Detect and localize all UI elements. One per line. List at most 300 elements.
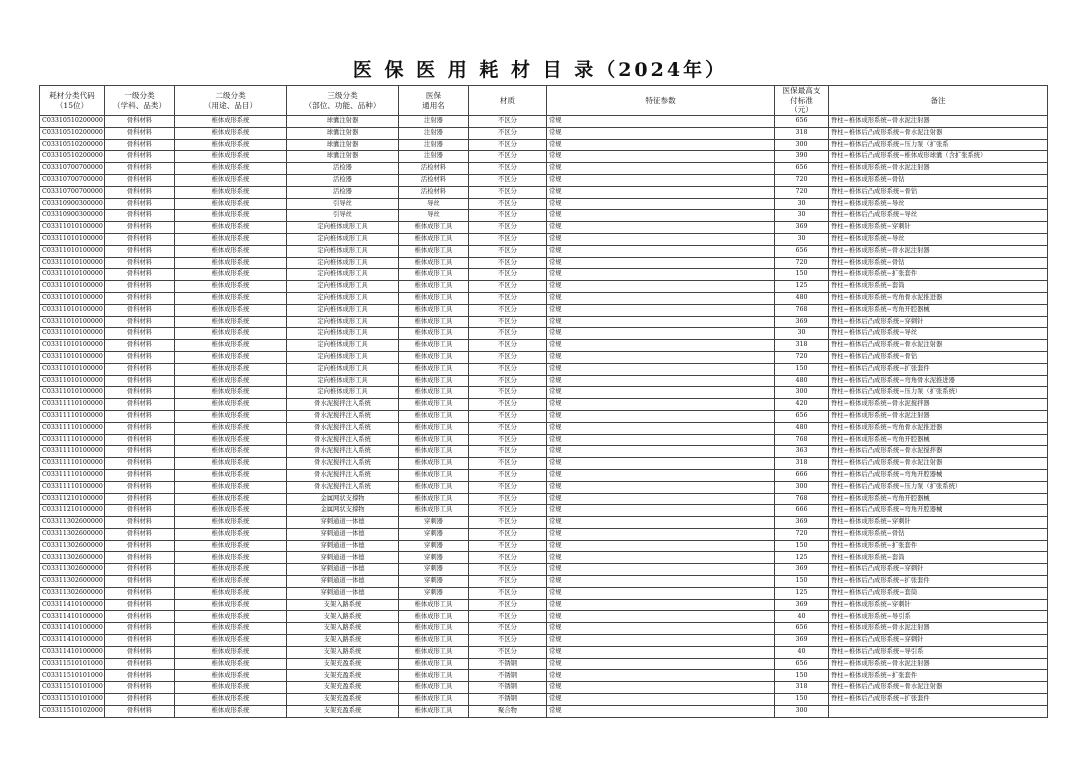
table-row <box>40 434 1048 446</box>
table-row <box>40 517 1048 529</box>
cell-category-2: 椎体成形系统 <box>175 564 287 576</box>
cell-generic-name: 导丝 <box>399 198 469 210</box>
cell-generic-name: 椎体成形工具 <box>399 269 469 281</box>
cell-material: 不锈钢 <box>469 682 547 694</box>
cell-max-payment: 369 <box>775 564 829 576</box>
cell-max-payment: 363 <box>775 446 829 458</box>
cell-category-3: 骨水泥搅拌注入系统 <box>287 399 399 411</box>
cell-category-3: 穿刺通道一体德 <box>287 564 399 576</box>
cell-category-1: 骨科材料 <box>105 210 175 222</box>
cell-generic-name: 椎体成形工具 <box>399 458 469 470</box>
cell-category-3: 定向椎体成形工具 <box>287 304 399 316</box>
cell-code: C03311010100000 <box>40 328 105 340</box>
cell-category-1: 骨科材料 <box>105 410 175 422</box>
cell-category-2: 椎体成形系统 <box>175 316 287 328</box>
cell-category-2: 椎体成形系统 <box>175 670 287 682</box>
table-row <box>40 151 1048 163</box>
table-row <box>40 481 1048 493</box>
cell-feature-params: 常规 <box>547 257 775 269</box>
table-row <box>40 363 1048 375</box>
cell-generic-name: 椎体成形工具 <box>399 222 469 234</box>
cell-category-1: 骨科材料 <box>105 375 175 387</box>
cell-category-1: 骨科材料 <box>105 446 175 458</box>
cell-category-1: 骨科材料 <box>105 139 175 151</box>
column-header-category-1: 一级分类 （学科、品类） <box>105 86 175 116</box>
cell-category-3: 骨水泥搅拌注入系统 <box>287 481 399 493</box>
cell-max-payment: 150 <box>775 363 829 375</box>
cell-feature-params: 常规 <box>547 151 775 163</box>
cell-max-payment: 318 <box>775 340 829 352</box>
cell-category-3: 骨水泥搅拌注入系统 <box>287 434 399 446</box>
table-row <box>40 186 1048 198</box>
cell-max-payment: 720 <box>775 528 829 540</box>
cell-generic-name: 椎体成形工具 <box>399 233 469 245</box>
cell-feature-params: 常规 <box>547 528 775 540</box>
cell-category-2: 椎体成形系统 <box>175 493 287 505</box>
cell-max-payment: 40 <box>775 611 829 623</box>
cell-category-3: 穿刺通道一体德 <box>287 552 399 564</box>
cell-material: 不区分 <box>469 646 547 658</box>
cell-remarks: 脊柱−椎体成形系统−骨水泥注射器 <box>829 245 1048 257</box>
table-row <box>40 623 1048 635</box>
cell-code: C03311110100000 <box>40 399 105 411</box>
cell-max-payment: 30 <box>775 210 829 222</box>
cell-code: C03311110100000 <box>40 410 105 422</box>
cell-code: C03310900300000 <box>40 210 105 222</box>
cell-remarks: 脊柱−椎体后凸成形系统−穿刺针 <box>829 316 1048 328</box>
cell-category-2: 椎体成形系统 <box>175 410 287 422</box>
cell-code: C03311110100000 <box>40 446 105 458</box>
cell-code: C03311110100000 <box>40 422 105 434</box>
cell-generic-name: 椎体成形工具 <box>399 422 469 434</box>
cell-material: 不区分 <box>469 481 547 493</box>
cell-feature-params: 常规 <box>547 351 775 363</box>
cell-category-3: 活检器 <box>287 163 399 175</box>
cell-material: 聚合物 <box>469 705 547 717</box>
cell-generic-name: 穿刺器 <box>399 552 469 564</box>
cell-material: 不区分 <box>469 304 547 316</box>
cell-material: 不区分 <box>469 210 547 222</box>
cell-code: C03311210100000 <box>40 505 105 517</box>
cell-remarks: 脊柱−椎体成形系统−骨钻 <box>829 257 1048 269</box>
cell-remarks: 脊柱−椎体成形系统−导丝 <box>829 198 1048 210</box>
cell-max-payment: 656 <box>775 116 829 128</box>
cell-category-2: 椎体成形系统 <box>175 151 287 163</box>
table-row <box>40 222 1048 234</box>
cell-material: 不区分 <box>469 611 547 623</box>
cell-remarks: 脊柱−椎体成形系统−扩张套件 <box>829 670 1048 682</box>
cell-category-2: 椎体成形系统 <box>175 363 287 375</box>
cell-category-3: 定向椎体成形工具 <box>287 222 399 234</box>
cell-code: C03311410100000 <box>40 599 105 611</box>
cell-feature-params: 常规 <box>547 646 775 658</box>
cell-remarks: 脊柱−椎体后凸成形系统−扩张套件 <box>829 363 1048 375</box>
cell-generic-name: 注射器 <box>399 127 469 139</box>
cell-max-payment: 30 <box>775 233 829 245</box>
cell-category-2: 椎体成形系统 <box>175 340 287 352</box>
cell-category-3: 定向椎体成形工具 <box>287 387 399 399</box>
cell-category-3: 支架入路系统 <box>287 611 399 623</box>
cell-code: C03311302600000 <box>40 576 105 588</box>
cell-material: 不区分 <box>469 528 547 540</box>
cell-max-payment: 300 <box>775 481 829 493</box>
cell-feature-params: 常规 <box>547 127 775 139</box>
cell-feature-params: 常规 <box>547 623 775 635</box>
cell-category-2: 椎体成形系统 <box>175 304 287 316</box>
cell-max-payment: 768 <box>775 493 829 505</box>
cell-material: 不区分 <box>469 139 547 151</box>
cell-category-2: 椎体成形系统 <box>175 139 287 151</box>
cell-material: 不区分 <box>469 635 547 647</box>
cell-category-1: 骨科材料 <box>105 517 175 529</box>
cell-category-1: 骨科材料 <box>105 198 175 210</box>
cell-code: C03311010100000 <box>40 387 105 399</box>
cell-remarks: 脊柱−椎体后凸成形系统−扩张套件 <box>829 694 1048 706</box>
cell-max-payment: 390 <box>775 151 829 163</box>
cell-code: C03311510101000 <box>40 670 105 682</box>
cell-code: C03311410100000 <box>40 611 105 623</box>
cell-generic-name: 椎体成形工具 <box>399 658 469 670</box>
cell-category-3: 支架充盈系统 <box>287 682 399 694</box>
cell-category-1: 骨科材料 <box>105 599 175 611</box>
cell-generic-name: 注射器 <box>399 116 469 128</box>
cell-category-3: 支架充盈系统 <box>287 694 399 706</box>
cell-generic-name: 椎体成形工具 <box>399 505 469 517</box>
cell-material: 不区分 <box>469 292 547 304</box>
cell-category-1: 骨科材料 <box>105 623 175 635</box>
cell-max-payment: 656 <box>775 623 829 635</box>
cell-max-payment: 150 <box>775 670 829 682</box>
cell-category-2: 椎体成形系统 <box>175 694 287 706</box>
cell-category-2: 椎体成形系统 <box>175 481 287 493</box>
table-row <box>40 410 1048 422</box>
table-body <box>40 116 1048 718</box>
cell-max-payment: 369 <box>775 517 829 529</box>
table-row <box>40 682 1048 694</box>
table-row <box>40 611 1048 623</box>
cell-remarks: 脊柱−椎体成形系统−穿刺针 <box>829 222 1048 234</box>
cell-remarks: 脊柱−椎体后凸成形系统−骨水泥搅拌器 <box>829 446 1048 458</box>
column-header-code: 耗材分类代码 （15位） <box>40 86 105 116</box>
table-row <box>40 245 1048 257</box>
cell-category-2: 椎体成形系统 <box>175 540 287 552</box>
cell-category-3: 引导丝 <box>287 198 399 210</box>
cell-code: C03311210100000 <box>40 493 105 505</box>
table-row <box>40 587 1048 599</box>
cell-category-3: 穿刺通道一体德 <box>287 528 399 540</box>
cell-category-2: 椎体成形系统 <box>175 269 287 281</box>
cell-generic-name: 椎体成形工具 <box>399 375 469 387</box>
cell-generic-name: 椎体成形工具 <box>399 399 469 411</box>
cell-category-1: 骨科材料 <box>105 399 175 411</box>
cell-material: 不区分 <box>469 127 547 139</box>
table-row <box>40 210 1048 222</box>
cell-generic-name: 活检材料 <box>399 163 469 175</box>
cell-category-1: 骨科材料 <box>105 576 175 588</box>
cell-category-2: 椎体成形系统 <box>175 186 287 198</box>
cell-category-3: 支架入路系统 <box>287 599 399 611</box>
cell-category-1: 骨科材料 <box>105 658 175 670</box>
cell-feature-params: 常规 <box>547 163 775 175</box>
cell-code: C03311010100000 <box>40 269 105 281</box>
cell-category-2: 椎体成形系统 <box>175 469 287 481</box>
cell-code: C03311302600000 <box>40 540 105 552</box>
cell-material: 不区分 <box>469 399 547 411</box>
cell-material: 不区分 <box>469 434 547 446</box>
cell-material: 不区分 <box>469 623 547 635</box>
cell-feature-params: 常规 <box>547 458 775 470</box>
table-row <box>40 233 1048 245</box>
column-header-feature-params: 特征参数 <box>547 86 775 116</box>
cell-category-1: 骨科材料 <box>105 505 175 517</box>
cell-category-1: 骨科材料 <box>105 222 175 234</box>
cell-remarks: 脊柱−椎体成形系统−穿刺针 <box>829 599 1048 611</box>
cell-category-3: 定向椎体成形工具 <box>287 316 399 328</box>
cell-category-3: 金属网状支撑物 <box>287 505 399 517</box>
cell-remarks: 脊柱−椎体成形系统−扩张套件 <box>829 269 1048 281</box>
column-header-material: 材质 <box>469 86 547 116</box>
cell-category-2: 椎体成形系统 <box>175 116 287 128</box>
cell-remarks: 脊柱−椎体后凸成形系统−弯角骨水泥推进器 <box>829 375 1048 387</box>
cell-category-3: 定向椎体成形工具 <box>287 340 399 352</box>
cell-code: C03311110100000 <box>40 481 105 493</box>
cell-remarks: 脊柱−椎体后凸成形系统−压力泵（扩张系统） <box>829 387 1048 399</box>
cell-max-payment: 656 <box>775 245 829 257</box>
cell-category-3: 活检器 <box>287 174 399 186</box>
cell-category-3: 支架入路系统 <box>287 623 399 635</box>
cell-max-payment: 300 <box>775 139 829 151</box>
cell-material: 不区分 <box>469 363 547 375</box>
table-row <box>40 469 1048 481</box>
cell-generic-name: 椎体成形工具 <box>399 635 469 647</box>
cell-category-1: 骨科材料 <box>105 363 175 375</box>
cell-remarks: 脊柱−椎体成形系统−弯角骨水泥推进器 <box>829 292 1048 304</box>
cell-material: 不锈钢 <box>469 670 547 682</box>
cell-max-payment: 480 <box>775 292 829 304</box>
cell-remarks: 脊柱−椎体后凸成形系统−弯角开腔器械 <box>829 469 1048 481</box>
cell-code: C03311010100000 <box>40 245 105 257</box>
table-row <box>40 658 1048 670</box>
table-row <box>40 694 1048 706</box>
cell-category-1: 骨科材料 <box>105 587 175 599</box>
table-row <box>40 198 1048 210</box>
cell-feature-params: 常规 <box>547 210 775 222</box>
cell-max-payment: 720 <box>775 186 829 198</box>
cell-category-3: 定向椎体成形工具 <box>287 351 399 363</box>
cell-category-3: 支架入路系统 <box>287 646 399 658</box>
cell-max-payment: 150 <box>775 576 829 588</box>
cell-remarks: 脊柱−椎体成形系统−骨钻 <box>829 174 1048 186</box>
cell-feature-params: 常规 <box>547 410 775 422</box>
cell-max-payment: 30 <box>775 198 829 210</box>
cell-category-3: 定向椎体成形工具 <box>287 292 399 304</box>
cell-category-3: 金属网状支撑物 <box>287 493 399 505</box>
cell-category-1: 骨科材料 <box>105 481 175 493</box>
table-row <box>40 174 1048 186</box>
cell-category-3: 穿刺通道一体德 <box>287 517 399 529</box>
cell-remarks: 脊柱−椎体成形系统−导引系 <box>829 611 1048 623</box>
cell-feature-params: 常规 <box>547 328 775 340</box>
cell-category-2: 椎体成形系统 <box>175 434 287 446</box>
cell-category-1: 骨科材料 <box>105 694 175 706</box>
cell-code: C03311010100000 <box>40 375 105 387</box>
cell-code: C03310510200000 <box>40 151 105 163</box>
cell-feature-params: 常规 <box>547 611 775 623</box>
cell-category-1: 骨科材料 <box>105 163 175 175</box>
cell-generic-name: 穿刺器 <box>399 576 469 588</box>
cell-code: C03311302600000 <box>40 564 105 576</box>
cell-feature-params: 常规 <box>547 422 775 434</box>
cell-feature-params: 常规 <box>547 387 775 399</box>
cell-material: 不区分 <box>469 186 547 198</box>
cell-generic-name: 椎体成形工具 <box>399 245 469 257</box>
cell-feature-params: 常规 <box>547 493 775 505</box>
cell-category-1: 骨科材料 <box>105 611 175 623</box>
cell-feature-params: 常规 <box>547 517 775 529</box>
cell-category-3: 支架充盈系统 <box>287 705 399 717</box>
cell-category-2: 椎体成形系统 <box>175 705 287 717</box>
cell-max-payment: 30 <box>775 328 829 340</box>
cell-max-payment: 369 <box>775 316 829 328</box>
cell-category-3: 穿刺通道一体德 <box>287 540 399 552</box>
cell-category-1: 骨科材料 <box>105 434 175 446</box>
cell-max-payment: 318 <box>775 458 829 470</box>
cell-material: 不区分 <box>469 587 547 599</box>
cell-generic-name: 注射器 <box>399 151 469 163</box>
cell-category-1: 骨科材料 <box>105 186 175 198</box>
cell-material: 不区分 <box>469 198 547 210</box>
cell-category-3: 骨水泥搅拌注入系统 <box>287 410 399 422</box>
cell-generic-name: 椎体成形工具 <box>399 316 469 328</box>
cell-category-1: 骨科材料 <box>105 552 175 564</box>
table-row <box>40 351 1048 363</box>
cell-remarks: 脊柱−椎体后凸成形系统−穿刺针 <box>829 564 1048 576</box>
cell-category-1: 骨科材料 <box>105 540 175 552</box>
table-row <box>40 422 1048 434</box>
cell-category-2: 椎体成形系统 <box>175 682 287 694</box>
cell-feature-params: 常规 <box>547 222 775 234</box>
cell-category-1: 骨科材料 <box>105 127 175 139</box>
cell-category-2: 椎体成形系统 <box>175 658 287 670</box>
table-row <box>40 564 1048 576</box>
cell-material: 不区分 <box>469 576 547 588</box>
cell-code: C03311410100000 <box>40 646 105 658</box>
cell-feature-params: 常规 <box>547 682 775 694</box>
cell-material: 不区分 <box>469 540 547 552</box>
cell-category-2: 椎体成形系统 <box>175 292 287 304</box>
cell-remarks: 脊柱−椎体后凸成形系统−骨水泥注射器 <box>829 340 1048 352</box>
cell-category-1: 骨科材料 <box>105 646 175 658</box>
cell-max-payment: 720 <box>775 351 829 363</box>
cell-category-2: 椎体成形系统 <box>175 257 287 269</box>
table-row <box>40 127 1048 139</box>
cell-category-3: 支架充盈系统 <box>287 670 399 682</box>
table-row <box>40 446 1048 458</box>
cell-code: C03311510101000 <box>40 694 105 706</box>
cell-material: 不区分 <box>469 281 547 293</box>
cell-max-payment: 720 <box>775 174 829 186</box>
cell-remarks: 脊柱−椎体后凸成形系统−扩张套件 <box>829 576 1048 588</box>
cell-feature-params: 常规 <box>547 705 775 717</box>
cell-material: 不区分 <box>469 245 547 257</box>
cell-max-payment: 369 <box>775 222 829 234</box>
cell-material: 不区分 <box>469 116 547 128</box>
cell-category-1: 骨科材料 <box>105 257 175 269</box>
column-header-category-2: 二级分类 （用途、品目） <box>175 86 287 116</box>
cell-max-payment: 125 <box>775 281 829 293</box>
cell-max-payment: 300 <box>775 705 829 717</box>
cell-category-1: 骨科材料 <box>105 469 175 481</box>
table-row <box>40 328 1048 340</box>
cell-remarks: 脊柱−椎体成形系统−骨水泥注射器 <box>829 658 1048 670</box>
cell-category-2: 椎体成形系统 <box>175 552 287 564</box>
cell-max-payment: 480 <box>775 422 829 434</box>
cell-material: 不区分 <box>469 174 547 186</box>
table-row <box>40 387 1048 399</box>
cell-category-2: 椎体成形系统 <box>175 351 287 363</box>
cell-category-3: 支架充盈系统 <box>287 658 399 670</box>
cell-material: 不区分 <box>469 552 547 564</box>
cell-generic-name: 椎体成形工具 <box>399 646 469 658</box>
cell-generic-name: 导丝 <box>399 210 469 222</box>
cell-category-3: 定向椎体成形工具 <box>287 328 399 340</box>
cell-category-2: 椎体成形系统 <box>175 505 287 517</box>
cell-material: 不区分 <box>469 375 547 387</box>
cell-remarks: 脊柱−椎体后凸成形系统−椎体成形球囊（含扩张系统） <box>829 151 1048 163</box>
cell-category-1: 骨科材料 <box>105 351 175 363</box>
table-row <box>40 670 1048 682</box>
cell-max-payment: 720 <box>775 257 829 269</box>
cell-generic-name: 椎体成形工具 <box>399 434 469 446</box>
table-row <box>40 458 1048 470</box>
cell-max-payment: 420 <box>775 399 829 411</box>
cell-category-1: 骨科材料 <box>105 670 175 682</box>
cell-category-1: 骨科材料 <box>105 304 175 316</box>
cell-remarks: 脊柱−椎体后凸成形系统−导丝 <box>829 210 1048 222</box>
cell-code: C03311510101000 <box>40 658 105 670</box>
cell-code: C03311010100000 <box>40 222 105 234</box>
cell-feature-params: 常规 <box>547 375 775 387</box>
cell-category-2: 椎体成形系统 <box>175 446 287 458</box>
table-row <box>40 552 1048 564</box>
cell-feature-params: 常规 <box>547 599 775 611</box>
cell-remarks: 脊柱−椎体成形系统−穿刺针 <box>829 517 1048 529</box>
cell-category-3: 定向椎体成形工具 <box>287 269 399 281</box>
cell-code: C03311010100000 <box>40 257 105 269</box>
cell-remarks: 脊柱−椎体成形系统−骨水泥注射器 <box>829 623 1048 635</box>
cell-generic-name: 椎体成形工具 <box>399 611 469 623</box>
cell-category-2: 椎体成形系统 <box>175 646 287 658</box>
cell-category-1: 骨科材料 <box>105 705 175 717</box>
cell-category-3: 定向椎体成形工具 <box>287 363 399 375</box>
cell-material: 不区分 <box>469 458 547 470</box>
cell-material: 不区分 <box>469 422 547 434</box>
cell-feature-params: 常规 <box>547 434 775 446</box>
table-row <box>40 316 1048 328</box>
cell-category-3: 定向椎体成形工具 <box>287 257 399 269</box>
cell-material: 不区分 <box>469 316 547 328</box>
cell-category-3: 引导丝 <box>287 210 399 222</box>
cell-remarks: 脊柱−椎体后凸成形系统−压力泵（扩张系统） <box>829 481 1048 493</box>
cell-category-3: 支架入路系统 <box>287 635 399 647</box>
cell-category-2: 椎体成形系统 <box>175 528 287 540</box>
cell-generic-name: 椎体成形工具 <box>399 340 469 352</box>
cell-category-2: 椎体成形系统 <box>175 635 287 647</box>
cell-code: C03311110100000 <box>40 458 105 470</box>
cell-remarks: 脊柱−椎体成形系统−骨钻 <box>829 528 1048 540</box>
table-row <box>40 576 1048 588</box>
cell-remarks: 脊柱−椎体后凸成形系统−穿刺针 <box>829 635 1048 647</box>
